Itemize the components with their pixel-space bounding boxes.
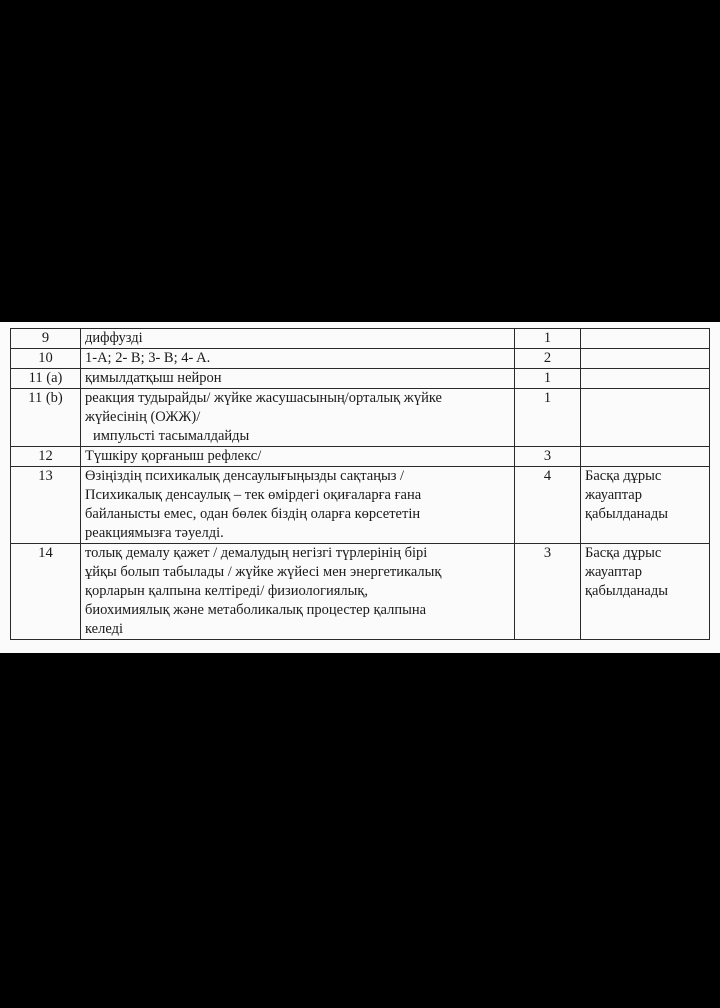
table-row <box>11 329 710 349</box>
table-row <box>11 467 710 544</box>
note-line: қабылданады <box>585 583 668 599</box>
answer-line: Өзіңіздің психикалық денсаулығыңызды сақтаңыз / <box>85 468 405 484</box>
answer-line: биохимиялық және метаболикалық процестер қалпына <box>85 602 427 618</box>
answer-line: диффузді <box>85 330 143 346</box>
note-line: жауаптар <box>585 487 642 503</box>
table-row <box>11 389 710 447</box>
table-row <box>11 349 710 369</box>
note-line: қабылданады <box>585 506 668 522</box>
question-number: 9 <box>11 329 81 349</box>
answer-line: қимылдатқыш нейрон <box>85 370 222 386</box>
answer-cell <box>81 389 515 447</box>
answer-line: ұйқы болып табылады / жүйке жүйесі мен энергетикалық <box>85 564 442 580</box>
question-number: 13 <box>11 467 81 544</box>
answer-line: реакциямызға тәуелді. <box>85 525 224 541</box>
score-cell: 2 <box>515 349 581 369</box>
table-row <box>11 369 710 389</box>
answer-line: жүйесінің (ОЖЖ)/ <box>85 409 201 425</box>
answer-key-table <box>10 328 710 640</box>
answer-cell <box>81 349 515 369</box>
answer-cell <box>81 467 515 544</box>
note-line: жауаптар <box>585 564 642 580</box>
note-cell <box>581 467 710 544</box>
note-cell <box>581 349 710 369</box>
question-number: 14 <box>11 544 81 640</box>
table-row <box>11 447 710 467</box>
note-cell <box>581 447 710 467</box>
score-cell: 1 <box>515 389 581 447</box>
question-number: 11 (b) <box>11 389 81 447</box>
question-number: 12 <box>11 447 81 467</box>
note-cell <box>581 369 710 389</box>
answer-cell <box>81 544 515 640</box>
answer-line: байланысты емес, одан бөлек біздің оларға көрсететін <box>85 506 421 522</box>
score-cell: 4 <box>515 467 581 544</box>
answer-line: реакция тудырайды/ жүйке жасушасының/орталық жүйке <box>85 390 442 406</box>
answer-line: қорларын қалпына келтіреді/ физиологиялық, <box>85 583 369 599</box>
table-row <box>11 544 710 640</box>
score-cell: 3 <box>515 544 581 640</box>
document-page <box>0 322 720 653</box>
answer-line: келеді <box>85 621 124 637</box>
note-cell <box>581 544 710 640</box>
answer-cell <box>81 329 515 349</box>
note-cell <box>581 329 710 349</box>
question-number: 10 <box>11 349 81 369</box>
score-cell: 1 <box>515 329 581 349</box>
note-line: Басқа дұрыс <box>585 545 662 561</box>
question-number: 11 (a) <box>11 369 81 389</box>
score-cell: 1 <box>515 369 581 389</box>
answer-cell <box>81 369 515 389</box>
answer-line: импульсті тасымалдайды <box>93 428 250 444</box>
answer-line: толық демалу қажет / демалудың негізгі түрлерінің бірі <box>85 545 428 561</box>
answer-cell <box>81 447 515 467</box>
answer-line: Психикалық денсаулық – тек өмірдегі оқиғаларға ғана <box>85 487 422 503</box>
answer-line: Түшкіру қорғаныш рефлекс/ <box>85 448 262 464</box>
score-cell: 3 <box>515 447 581 467</box>
note-line: Басқа дұрыс <box>585 468 662 484</box>
answer-line: 1-A; 2- B; 3- B; 4- A. <box>85 350 211 366</box>
note-cell <box>581 389 710 447</box>
